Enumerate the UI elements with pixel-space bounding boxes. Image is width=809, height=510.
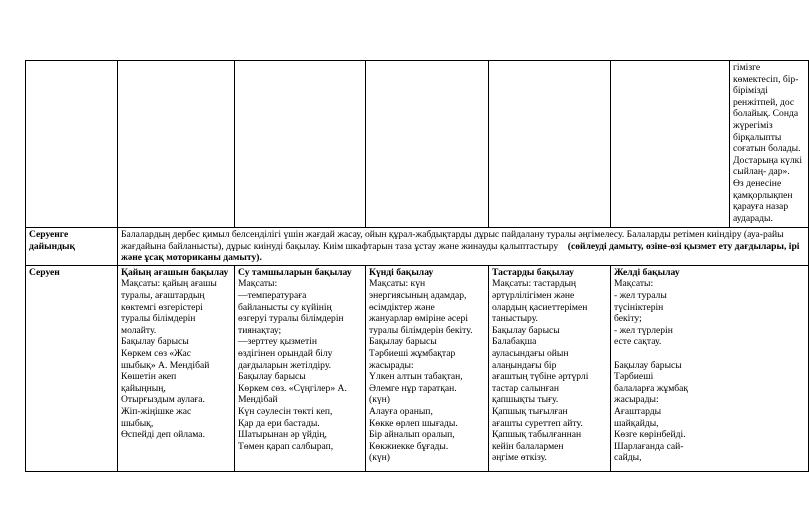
text-line: Бақылау барысы xyxy=(614,359,682,371)
text-line: Ағаштарды xyxy=(614,405,662,417)
plan-table xyxy=(25,60,809,472)
text-line: жасырады: xyxy=(614,394,659,406)
text-line: шыбық, xyxy=(121,417,154,429)
text-line: тастар салынған xyxy=(492,382,560,394)
observation-title: Тастарды бақылау xyxy=(492,266,574,278)
text-line: таныстыру. xyxy=(492,313,538,325)
walk-preparation-text xyxy=(118,228,809,266)
text-line: Көркем сөз «Жас xyxy=(121,347,192,359)
empty-cell xyxy=(235,61,366,228)
text-line: алаңындағы бір xyxy=(492,359,557,371)
text-line: сайды, xyxy=(614,452,642,464)
table-row-walk xyxy=(26,265,809,471)
text-line: қамқорлықпен xyxy=(733,189,793,201)
text-line: Шатырынан әр үйдің, xyxy=(238,429,327,441)
text-line: Мақсаты: қайың ағашы xyxy=(121,278,217,290)
table-row-walk-preparation xyxy=(26,228,809,266)
text-line: қайыңның, xyxy=(121,382,166,394)
text-line: Көшетін әкеп xyxy=(121,371,177,383)
walk-preparation-skills: (сөйлеуді дамыту, өзіне-өзі қызмет ету дағдылары, ірі және ұсақ моториканы дамыту). xyxy=(121,240,800,264)
text-line: - жел туралы xyxy=(614,289,667,301)
text-line: Мақсаты: күн xyxy=(369,278,426,290)
text-line: сыйлаң- дар». xyxy=(733,166,790,178)
text-line: гімізге xyxy=(733,62,761,73)
text-line: Тәрбиеші xyxy=(614,371,654,383)
text-line: Төмен қарап салбырап, xyxy=(238,440,334,452)
text-line: қапшықты тығу. xyxy=(492,394,559,406)
text-line: балаларға жұмбақ xyxy=(614,382,689,394)
text-line: әңгіме өткізу. xyxy=(492,452,547,464)
text-line: (күн) xyxy=(369,452,390,464)
text-line: бекіту; xyxy=(614,313,642,325)
empty-cell xyxy=(611,61,730,228)
text-line: Тәрбиеші жұмбақтар xyxy=(369,347,456,359)
text-line: Көкке өрлеп шығады. xyxy=(369,417,458,429)
text-line: Мендібай xyxy=(238,394,278,406)
text-line: Отырғыздым аулаға. xyxy=(121,394,205,406)
observation-title: Су тамшыларын бақылау xyxy=(238,266,352,278)
text-line: Балабақша xyxy=(492,336,537,348)
text-line: есте сақтау. xyxy=(614,336,662,348)
walk-column-3 xyxy=(366,265,489,471)
text-line: Бір айналып оралып, xyxy=(369,429,455,441)
walk-column-4 xyxy=(489,265,611,471)
text-line: Алауға оранып, xyxy=(369,405,433,417)
text-line: кейін балалармен xyxy=(492,440,564,452)
text-line: Әлемге нұр таратқан. xyxy=(369,382,457,394)
text-line: туралы, ағаштардың xyxy=(121,289,205,301)
text-line: өсімдіктер және xyxy=(369,301,435,313)
text-line: Өспейді деп ойлама. xyxy=(121,429,205,441)
text-line: өзгеруі туралы білімдерін xyxy=(238,313,344,325)
text-line: Мақсаты: xyxy=(238,278,278,290)
text-line: Мақсаты: тастардың xyxy=(492,278,577,290)
observation-title: Қайың ағашын бақылау xyxy=(121,266,229,278)
text-line: энергиясының адамдар, xyxy=(369,289,467,301)
row-label-walk-preparation: Серуенге дайындық xyxy=(26,228,118,266)
text-line: Бақылау барысы xyxy=(121,336,189,348)
text-line: Жіп-жіңішке жас xyxy=(121,405,192,417)
text-line: ауласындағы ойын xyxy=(492,347,569,359)
text-line: дағдыларын жетілдіру. xyxy=(238,359,332,371)
text-line: Мақсаты: xyxy=(614,278,654,290)
text-line: Қапшық табылғаннан xyxy=(492,429,582,441)
text-line: жануарлар өміріне әсері xyxy=(369,313,469,325)
empty-cell xyxy=(489,61,611,228)
text-line: ағаштың түбіне әртүрлі xyxy=(492,371,589,383)
text-line: —зерттеу қызметін xyxy=(238,336,317,348)
text-line: молайту. xyxy=(121,324,157,336)
empty-cell xyxy=(118,61,235,228)
walk-column-1 xyxy=(118,265,235,471)
text-line: шыбық» А. Мендібай xyxy=(121,359,210,371)
text-line: соғатын болады. xyxy=(733,143,801,155)
text-line: көмектесіп, бір- xyxy=(733,73,799,85)
text-line: - жел түрлерін xyxy=(614,324,673,336)
text-line: Шарлағанда сай- xyxy=(614,440,684,452)
walk-column-5 xyxy=(611,265,809,471)
text-line: туралы білімдерін бекіту. xyxy=(369,324,473,336)
text-line: бірқалыпты xyxy=(733,131,782,143)
text-line: (күн) xyxy=(369,394,390,406)
text-line: Көркем сөз. «Сүңгілер» А. xyxy=(238,382,347,394)
text-line: байланысты су күйінің xyxy=(238,301,332,313)
text-line: бірімізді xyxy=(733,85,768,97)
text-line: көктемгі өзгерістері xyxy=(121,301,203,313)
row-label-walk: Серуен xyxy=(26,265,118,471)
text-line: әртүрлілігімен және xyxy=(492,289,575,301)
text-line: —температураға xyxy=(238,289,307,301)
text-line xyxy=(614,348,805,360)
text-line: ренжітпей, дос xyxy=(733,96,795,108)
text-line: Көзге көрінбейді. xyxy=(614,429,686,441)
text-line: олардың қасиеттерімен xyxy=(492,301,588,313)
text-line: болайық. Сонда xyxy=(733,108,799,120)
text-line: Өз денесіне xyxy=(733,177,782,189)
walk-column-2 xyxy=(235,265,366,471)
text-line: шайқайды, xyxy=(614,417,659,429)
empty-cell xyxy=(366,61,489,228)
text-line: қарауға назар xyxy=(733,201,789,213)
text-line: аударады. xyxy=(733,212,773,224)
text-line: Бақылау барысы xyxy=(492,324,560,336)
text-line: тиянақтау; xyxy=(238,324,282,336)
text-line: Қапшық тығылған xyxy=(492,405,568,417)
text-line: Көкжиекке бұғады. xyxy=(369,440,449,452)
table-row-continued xyxy=(26,61,809,228)
text-line: Бақылау барысы xyxy=(369,336,437,348)
observation-title: Күнді бақылау xyxy=(369,266,434,278)
continued-text-cell xyxy=(730,61,809,228)
text-line: түсініктерін xyxy=(614,301,664,313)
text-line: Достарыңа күлкі xyxy=(733,154,803,166)
observation-title: Желді бақылау xyxy=(614,266,680,278)
text-line: туралы білімдерін xyxy=(121,313,196,325)
text-line: ағашты суреттеп айту. xyxy=(492,417,583,429)
text-line: Бақылау барысы xyxy=(238,371,306,383)
text-line: жасырады: xyxy=(369,359,414,371)
text-line: Үлкен алтын табақтан, xyxy=(369,371,463,383)
walk-preparation-body: Балалардың дербес қимыл белсенділігі үшін жағдай жасау, ойын құрал-жабдықтарды дұрыс пайдалану туралы әңгімелесу. Балаларды ретімен киіндіру (ауа-райы жағдайына байланысты), дұрыс киінуді бақылау. Киім шкафтарын таза ұстау және жинауды қалыптастыру xyxy=(121,229,784,252)
text-line: Күн сәулесін төкті кеп, xyxy=(238,405,333,417)
text-line: жүрегіміз xyxy=(733,119,773,131)
text-line: Қар да ери бастады. xyxy=(238,417,320,429)
text-line: өздігінен орындай білу xyxy=(238,347,333,359)
empty-cell xyxy=(26,61,118,228)
